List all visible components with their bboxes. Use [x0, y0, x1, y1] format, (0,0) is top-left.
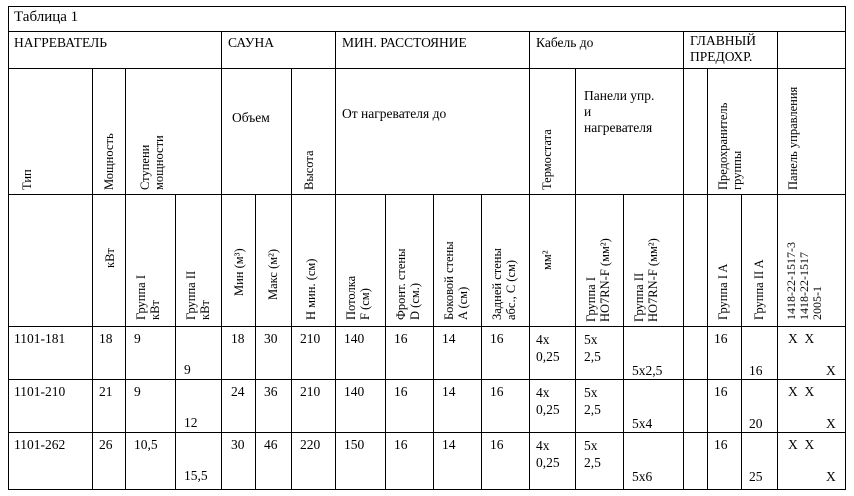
cell-kw: 18 [99, 331, 113, 346]
header-group-fuses: Предохранитель группы [716, 102, 744, 190]
cell-d: 16 [394, 437, 408, 452]
cell-a: 14 [442, 437, 456, 452]
cell-x-bot: X [826, 416, 836, 431]
cell-fg1: 16 [714, 331, 728, 346]
cell-cg1: 5x 2,5 [584, 332, 601, 364]
unit-back-wall: Задней стены абс., C (см) [490, 248, 518, 320]
group-min-distance: МИН. РАССТОЯНИЕ [342, 35, 467, 50]
cell-d: 16 [394, 384, 408, 399]
unit-group1-cable: Группа I HO7RN-F (мм²) [584, 238, 612, 322]
unit-panel-models: 1418-22-1517-3 1418-22-1517 2005-1 [784, 242, 824, 320]
cell-g2: 15,5 [184, 468, 208, 483]
cell-vmax: 36 [264, 384, 278, 399]
cell-x-top: X X [788, 384, 815, 399]
header-control-panel: Панель управления [786, 86, 800, 190]
group-main-fuse: ГЛАВНЫЙ ПРЕДОХР. [690, 33, 756, 64]
cell-c: 16 [490, 331, 504, 346]
unit-kw: кВт [103, 248, 117, 268]
unit-side-wall: Боковой стены A (см) [442, 241, 470, 320]
cell-fg1: 16 [714, 384, 728, 399]
group-cable: Кабель до [536, 35, 594, 50]
cell-therm: 4x 0,25 [536, 385, 560, 417]
cell-x-bot: X [826, 363, 836, 378]
unit-group2-kw: Группа II кВт [184, 270, 212, 320]
cell-x-top: X X [788, 437, 815, 452]
cell-type: 1101-181 [14, 331, 66, 346]
cell-x-top: X X [788, 331, 815, 346]
cell-fg2: 20 [749, 416, 763, 431]
cell-cg2: 5x6 [632, 469, 653, 484]
unit-group1-kw: Группа I кВт [134, 275, 162, 320]
unit-front-wall: Фронт. стены D (см.) [394, 248, 422, 320]
cell-h: 220 [300, 437, 321, 452]
unit-vol-max: Макс (м²) [266, 248, 280, 300]
header-power: Мощность [102, 133, 116, 190]
cell-kw: 26 [99, 437, 113, 452]
cell-h: 210 [300, 384, 321, 399]
cell-cg1: 5x 2,5 [584, 385, 601, 417]
cell-f: 140 [344, 331, 365, 346]
cell-a: 14 [442, 384, 456, 399]
cell-fg1: 16 [714, 437, 728, 452]
header-thermostat: Термостата [540, 129, 554, 190]
cell-g1: 9 [134, 384, 141, 399]
cell-d: 16 [394, 331, 408, 346]
unit-ceiling: Потолка F (см) [344, 275, 372, 320]
cell-f: 140 [344, 384, 365, 399]
cell-vmin: 18 [231, 331, 245, 346]
cell-c: 16 [490, 384, 504, 399]
header-type: Тип [20, 169, 34, 190]
cell-g2: 9 [184, 362, 191, 377]
cell-type: 1101-210 [14, 384, 66, 399]
cell-cg1: 5x 2,5 [584, 438, 601, 470]
header-panels: Панели упр. и нагревателя [584, 88, 655, 135]
cell-vmin: 30 [231, 437, 245, 452]
group-sauna: САУНА [228, 35, 274, 50]
cell-therm: 4x 0,25 [536, 332, 560, 364]
table-caption: Таблица 1 [14, 9, 79, 25]
cell-vmin: 24 [231, 384, 245, 399]
cell-vmax: 46 [264, 437, 278, 452]
cell-fg2: 16 [749, 363, 763, 378]
cell-f: 150 [344, 437, 365, 452]
cell-fg2: 25 [749, 469, 763, 484]
cell-g1: 9 [134, 331, 141, 346]
header-from-heater: От нагревателя до [342, 106, 447, 121]
unit-group2-cable: Группа II HO7RN-F (мм²) [632, 238, 660, 322]
cell-vmax: 30 [264, 331, 278, 346]
cell-c: 16 [490, 437, 504, 452]
cell-g1: 10,5 [134, 437, 158, 452]
group-heater: НАГРЕВАТЕЛЬ [14, 35, 107, 50]
header-volume: Объем [232, 110, 270, 125]
header-power-steps: Ступени мощности [138, 135, 166, 190]
header-height: Высота [302, 150, 316, 190]
unit-fuse-g2: Группа II A [752, 259, 766, 320]
cell-therm: 4x 0,25 [536, 438, 560, 470]
cell-h: 210 [300, 331, 321, 346]
cell-kw: 21 [99, 384, 113, 399]
unit-fuse-g1: Группа I A [716, 263, 730, 320]
unit-vol-min: Мин (м³) [232, 248, 246, 296]
cell-type: 1101-262 [14, 437, 66, 452]
unit-h-min: H мин. (см) [304, 258, 318, 320]
cell-g2: 12 [184, 415, 198, 430]
cell-x-bot: X [826, 469, 836, 484]
cell-a: 14 [442, 331, 456, 346]
cell-cg2: 5x2,5 [632, 363, 663, 378]
cell-cg2: 5x4 [632, 416, 653, 431]
unit-thermostat-mm2: мм² [540, 250, 554, 270]
